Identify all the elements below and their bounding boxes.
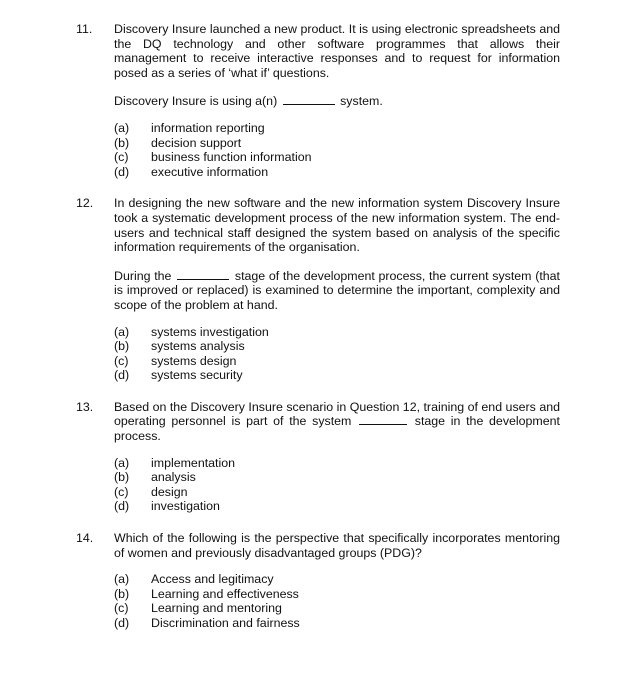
- option-text: Discrimination and fairness: [151, 616, 300, 630]
- option-text: design: [151, 484, 188, 499]
- option-list: [114, 456, 560, 514]
- option-c[interactable]: [114, 150, 560, 165]
- option-label: (a): [114, 455, 130, 470]
- question-number: 12.: [76, 196, 94, 211]
- option-text: systems security: [151, 368, 243, 383]
- option-label: (c): [114, 353, 129, 368]
- exam-page: [0, 22, 633, 648]
- option-label: (d): [114, 164, 130, 179]
- question-body: [114, 400, 560, 514]
- option-label: (a): [114, 120, 130, 135]
- answer-blank: [359, 414, 407, 425]
- answer-blank: [283, 94, 335, 105]
- question-intro: In designing the new software and the new information system Discovery Insure took a systematic development process of the new information system. The end-users and technical staff designed the system based on analysis of the specific information requirements of the organisation.: [114, 196, 560, 255]
- prompt-text-after: system.: [340, 94, 383, 109]
- option-text: information reporting: [151, 120, 265, 135]
- question-number: 11.: [76, 22, 93, 36]
- option-b[interactable]: [114, 587, 560, 602]
- prompt-text-after: stage in the development process.: [114, 414, 560, 444]
- option-a[interactable]: [114, 325, 560, 340]
- option-text: systems analysis: [151, 339, 245, 354]
- option-label: (d): [114, 499, 130, 514]
- question-body: [114, 22, 560, 179]
- option-text: business function information: [151, 150, 312, 165]
- option-c[interactable]: [114, 354, 560, 369]
- option-list: [114, 121, 560, 179]
- question-body: [114, 531, 560, 631]
- option-list: [114, 572, 560, 630]
- question-body: [114, 196, 560, 383]
- prompt-text-after: stage of the development process, the current system (that is improved or replaced) is examined to determine the important, complexity and scope of the problem at hand.: [114, 268, 560, 312]
- option-a[interactable]: [114, 572, 560, 587]
- option-label: (b): [114, 470, 130, 485]
- question-number: 14.: [76, 531, 94, 546]
- option-label: (a): [114, 324, 130, 339]
- question-14: [0, 531, 633, 631]
- question-12: [0, 196, 633, 383]
- option-d[interactable]: [114, 616, 560, 631]
- option-text: systems design: [151, 353, 237, 368]
- question-intro: Discovery Insure launched a new product. It is using electronic spreadsheets and the DQ technology and other software programmes that allows their management to receive interactive responses and to request for information posed as a series of ‘what if’ questions.: [114, 22, 560, 80]
- option-b[interactable]: [114, 339, 560, 354]
- prompt-text-before: Based on the Discovery Insure scenario in Question 12, training of end users and operating personnel is part of the system: [114, 399, 560, 429]
- option-text: executive information: [151, 164, 269, 179]
- option-c[interactable]: [114, 485, 560, 500]
- option-text: Access and legitimacy: [151, 572, 274, 587]
- option-b[interactable]: [114, 136, 560, 151]
- option-label: (c): [114, 484, 129, 499]
- option-text: implementation: [151, 455, 236, 470]
- option-text: analysis: [151, 470, 196, 485]
- prompt-text-before: During the: [114, 268, 172, 283]
- question-prompt: Which of the following is the perspective that specifically incorporates mentoring of women and previously disadvantaged groups (PDG)?: [114, 531, 560, 560]
- option-d[interactable]: [114, 499, 560, 514]
- option-label: (c): [114, 601, 129, 616]
- question-prompt: [114, 94, 560, 109]
- option-text: Learning and mentoring: [151, 601, 282, 616]
- option-d[interactable]: [114, 368, 560, 383]
- question-prompt: [114, 400, 560, 444]
- option-list: [114, 325, 560, 383]
- option-label: (b): [114, 135, 130, 150]
- option-label: (a): [114, 572, 130, 587]
- question-13: [0, 400, 633, 514]
- option-text: decision support: [151, 135, 242, 150]
- option-label: (c): [114, 150, 129, 165]
- question-11: [0, 22, 633, 179]
- option-label: (b): [114, 586, 130, 601]
- option-b[interactable]: [114, 470, 560, 485]
- answer-blank: [177, 269, 229, 280]
- option-a[interactable]: [114, 121, 560, 136]
- option-label: (d): [114, 368, 130, 383]
- option-label: (d): [114, 616, 130, 630]
- option-d[interactable]: [114, 165, 560, 180]
- option-c[interactable]: [114, 601, 560, 616]
- option-label: (b): [114, 339, 130, 354]
- option-text: systems investigation: [151, 324, 269, 339]
- question-prompt: [114, 269, 560, 313]
- question-number: 13.: [76, 399, 94, 414]
- option-a[interactable]: [114, 456, 560, 471]
- option-text: investigation: [151, 499, 220, 514]
- prompt-text-before: Discovery Insure is using a(n): [114, 94, 278, 109]
- option-text: Learning and effectiveness: [151, 586, 299, 601]
